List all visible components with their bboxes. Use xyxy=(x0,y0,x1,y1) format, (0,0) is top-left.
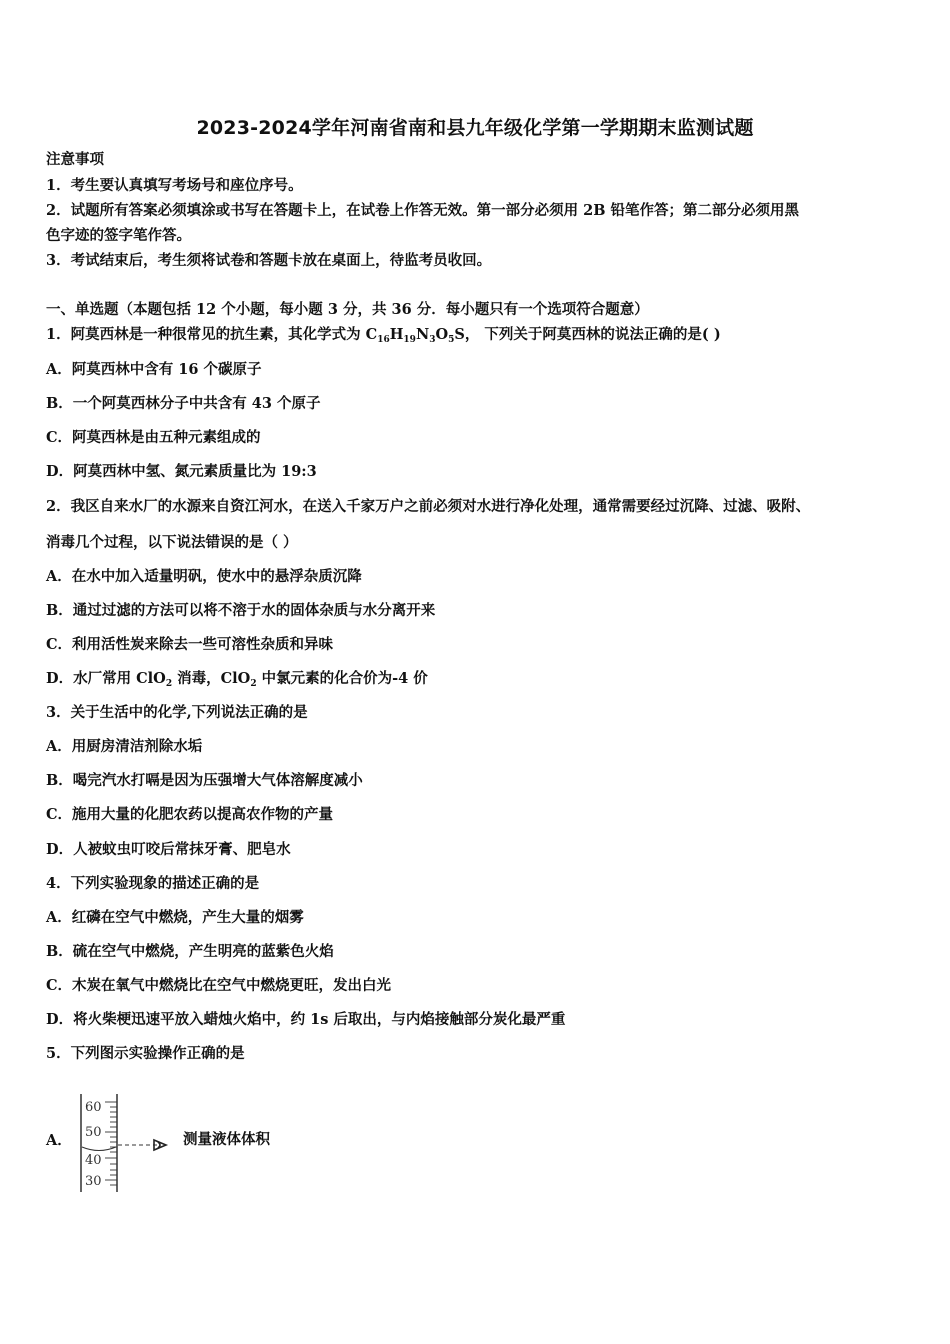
question-2-stem-line2: 消毒几个过程，以下说法错误的是（ ） xyxy=(46,534,298,551)
question-5-option-a-label: 测量液体体积 xyxy=(183,1131,270,1148)
notice-item: 3．考试结束后，考生须将试卷和答题卡放在桌面上，待监考员收回。 xyxy=(46,252,492,269)
question-4-option-c: C．木炭在氧气中燃烧比在空气中燃烧更旺，发出白光 xyxy=(46,977,392,994)
question-3-option-b: B．喝完汽水打嗝是因为压强增大气体溶解度减小 xyxy=(46,772,363,789)
question-5-stem: 5．下列图示实验操作正确的是 xyxy=(46,1045,245,1062)
tick-label-30: 30 xyxy=(85,1174,102,1189)
question-5-option-a-letter: A． xyxy=(46,1132,72,1149)
question-3-option-c: C．施用大量的化肥农药以提高农作物的产量 xyxy=(46,806,334,823)
notice-item: 1．考生要认真填写考场号和座位序号。 xyxy=(46,177,303,194)
question-2-option-a: A．在水中加入适量明矾，使水中的悬浮杂质沉降 xyxy=(46,568,362,585)
page-title: 2023-2024学年河南省南和县九年级化学第一学期期末监测试题 xyxy=(196,117,754,139)
question-3-stem: 3．关于生活中的化学,下列说法正确的是 xyxy=(46,704,308,721)
question-4-option-d: D．将火柴梗迅速平放入蜡烛火焰中，约 1s 后取出，与内焰接触部分炭化最严重 xyxy=(46,1011,566,1028)
question-3-option-a: A．用厨房清洁剂除水垢 xyxy=(46,738,203,755)
tick-label-50: 50 xyxy=(85,1125,102,1140)
question-1-option-b: B．一个阿莫西林分子中共含有 43 个原子 xyxy=(46,395,321,412)
question-1-stem: 1．阿莫西林是一种很常见的抗生素，其化学式为 $C_{16}H_{19}N_3O_5S$， 下列关于阿莫西林的说法正确的是( ) xyxy=(46,326,721,345)
graduated-cylinder-figure xyxy=(78,1092,198,1196)
question-4-option-b: B．硫在空气中燃烧，产生明亮的蓝紫色火焰 xyxy=(46,943,334,960)
cylinder-ticks xyxy=(105,1102,117,1185)
question-2-option-b: B．通过过滤的方法可以将不溶于水的固体杂质与水分离开来 xyxy=(46,602,436,619)
question-2-option-c: C．利用活性炭来除去一些可溶性杂质和异味 xyxy=(46,636,334,653)
question-2-option-d: D．水厂常用 ClO$_2$ 消毒，ClO$_2$ 中氯元素的化合价为-4 价 xyxy=(46,670,428,689)
question-3-option-d: D．人被蚊虫叮咬后常抹牙膏、肥皂水 xyxy=(46,841,291,858)
notice-item: 2．试题所有答案必须填涂或书写在答题卡上，在试卷上作答无效。第一部分必须用 2B 铅笔作答；第二部分必须用黑 xyxy=(46,202,800,219)
section-heading: 一、单选题（本题包括 12 个小题，每小题 3 分，共 36 分．每小题只有一个选项符合题意） xyxy=(46,301,649,318)
tick-label-40: 40 xyxy=(85,1153,102,1168)
question-4-stem: 4．下列实验现象的描述正确的是 xyxy=(46,875,260,892)
liquid-meniscus xyxy=(82,1147,116,1151)
question-2-stem-line1: 2．我区自来水厂的水源来自资江河水，在送入千家万户之前必须对水进行净化处理，通常需要经过沉降、过滤、吸附、 xyxy=(46,498,811,515)
question-4-option-a: A．红磷在空气中燃烧，产生大量的烟雾 xyxy=(46,909,304,926)
notice-heading: 注意事项 xyxy=(46,151,104,168)
notice-item: 色字迹的签字笔作答。 xyxy=(46,227,191,244)
tick-label-60: 60 xyxy=(85,1100,102,1115)
question-1-option-c: C．阿莫西林是由五种元素组成的 xyxy=(46,429,261,446)
question-1-option-d: D．阿莫西林中氢、氮元素质量比为 19:3 xyxy=(46,463,317,480)
question-1-option-a: A．阿莫西林中含有 16 个碳原子 xyxy=(46,361,262,378)
